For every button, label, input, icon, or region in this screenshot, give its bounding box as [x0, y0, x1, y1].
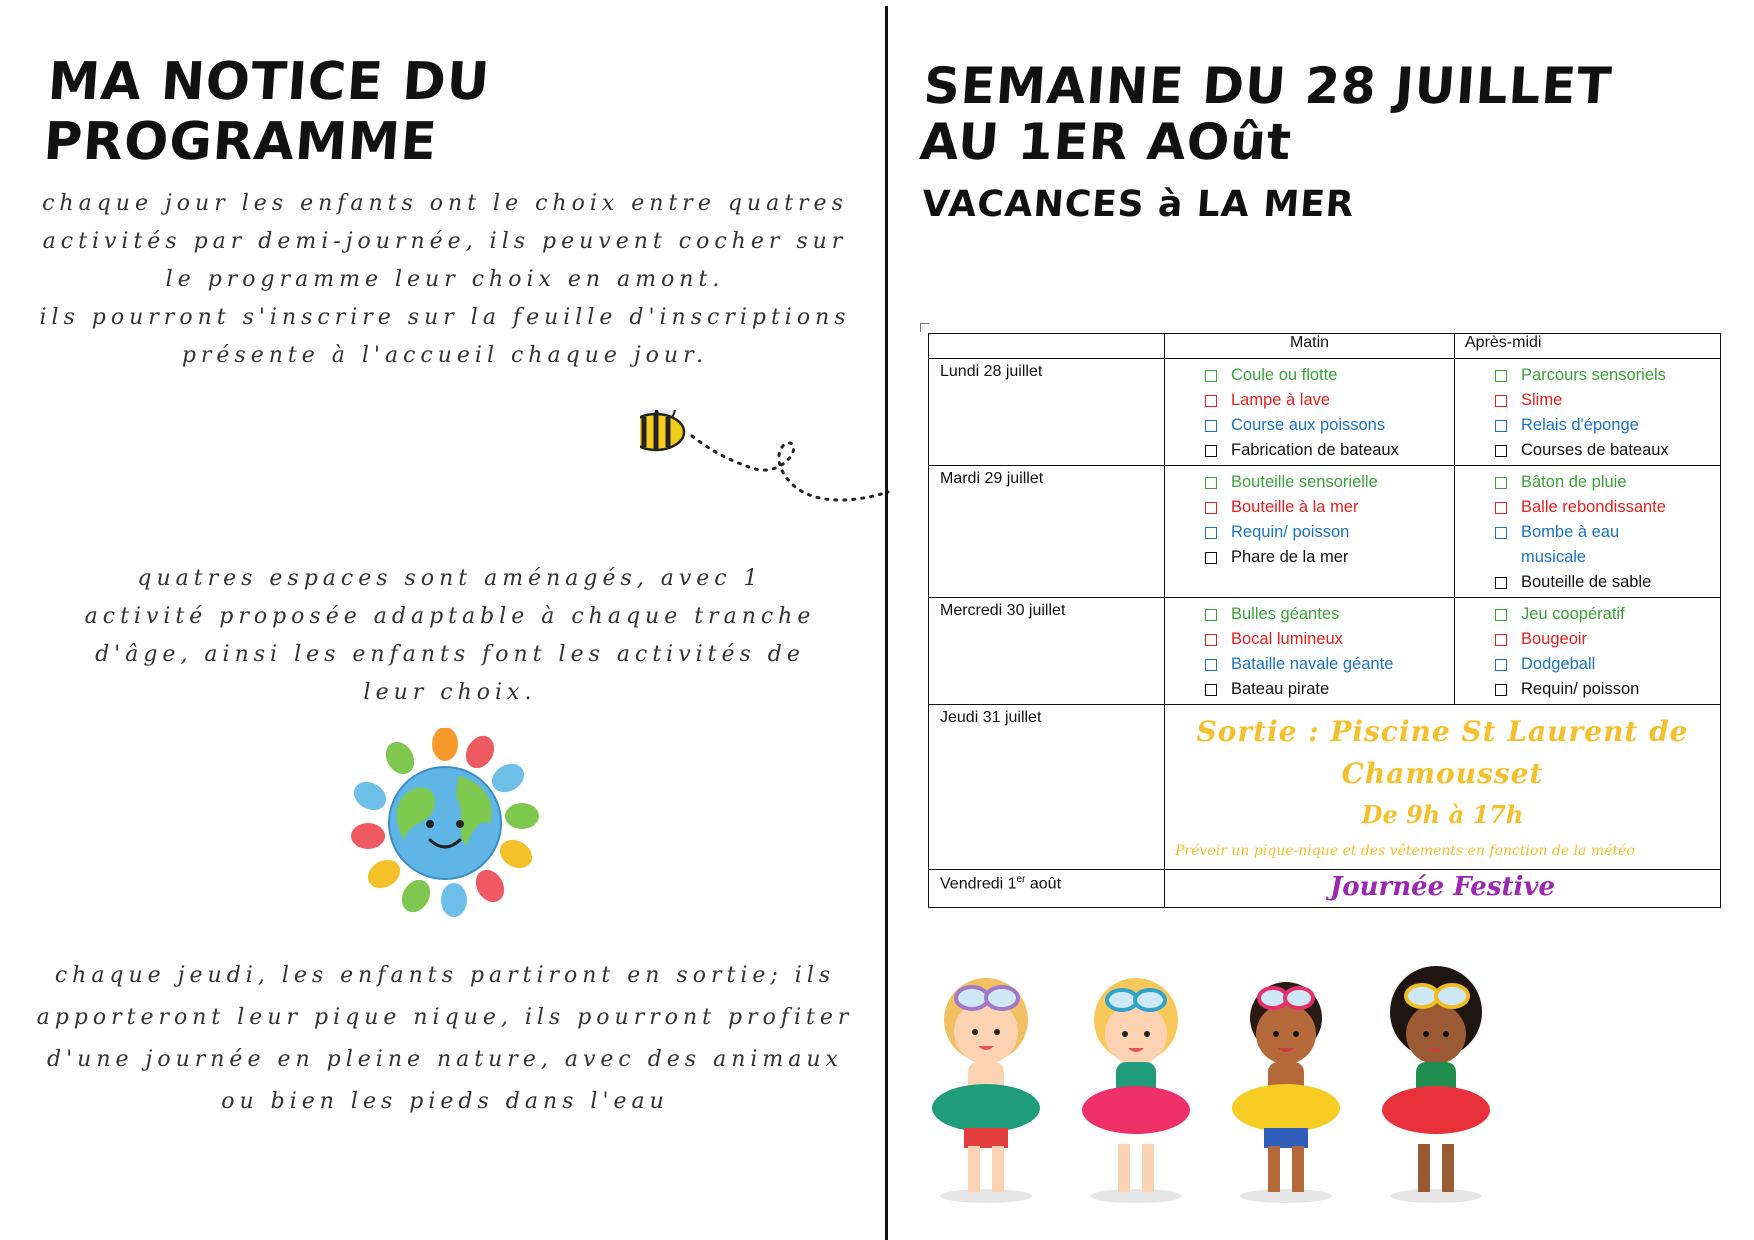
activity-label: Bocal lumineux	[1231, 630, 1343, 648]
activity-label: musicale	[1521, 548, 1587, 566]
activity-option[interactable]	[1205, 520, 1454, 545]
outing-cell	[1165, 705, 1721, 870]
activity-label: Balle rebondissante	[1521, 498, 1666, 516]
activity-label: Bataille navale géante	[1231, 655, 1394, 673]
header-afternoon: Après-midi	[1455, 334, 1721, 359]
paragraph-spaces-text: quatres espaces sont aménagés, avec 1 activité proposée adaptable à chaque tranche d'âge, ainsi les enfants font les activités de leur choix.	[84, 566, 816, 705]
paragraph-spaces	[80, 560, 820, 712]
activity-label: Lampe à lave	[1231, 391, 1331, 409]
right-panel	[888, 0, 1754, 1240]
paragraph-thursday-outing	[30, 955, 860, 1123]
afternoon-activities-cell	[1455, 598, 1721, 705]
globe-hands-icon	[350, 728, 540, 918]
afternoon-activity-list	[1455, 466, 1720, 597]
afternoon-activity-list	[1455, 359, 1720, 465]
checkbox-icon[interactable]	[1495, 445, 1507, 457]
activity-option[interactable]	[1495, 627, 1720, 652]
bee-icon	[640, 410, 890, 520]
morning-activities-cell	[1165, 359, 1455, 466]
morning-activities-cell	[1165, 598, 1455, 705]
checkbox-icon[interactable]	[1495, 634, 1507, 646]
afternoon-activity-list	[1455, 598, 1720, 704]
outing-title-line2: Chamousset	[1341, 757, 1544, 790]
activity-option[interactable]	[1495, 602, 1720, 627]
activity-label: Dodgeball	[1521, 655, 1596, 673]
checkbox-icon[interactable]	[1495, 395, 1507, 407]
morning-activity-list	[1165, 359, 1454, 465]
table-row-thursday	[929, 705, 1721, 870]
day-cell: Lundi 28 juillet	[929, 359, 1165, 466]
checkbox-icon[interactable]	[1495, 502, 1507, 514]
header-morning: Matin	[1165, 334, 1455, 359]
afternoon-activities-cell	[1455, 466, 1721, 598]
outing-title-line1: Sortie : Piscine St Laurent de	[1196, 715, 1689, 748]
table-row	[929, 466, 1721, 598]
activity-option[interactable]	[1205, 652, 1454, 677]
activity-option[interactable]	[1205, 495, 1454, 520]
activity-label: Jeu coopératif	[1521, 605, 1625, 623]
child-2	[1082, 978, 1190, 1203]
activity-label: Slime	[1521, 391, 1563, 409]
paragraph-daily-choice-text: chaque jour les enfants ont le choix entre quatres activités par demi-journée, ils peuvent cocher sur le programme leur choix en amont. ils pourront s'inscrire sur la feuille d'inscriptions présente à l'accueil chaque jour.	[39, 191, 851, 368]
activity-label: Coule ou flotte	[1231, 366, 1338, 384]
activity-label: Bouteille sensorielle	[1231, 473, 1378, 491]
activity-option[interactable]	[1495, 677, 1720, 702]
activity-option[interactable]	[1205, 388, 1454, 413]
table-row	[929, 359, 1721, 466]
activity-option[interactable]	[1205, 545, 1454, 570]
activity-option[interactable]	[1205, 677, 1454, 702]
activity-label: Requin/ poisson	[1231, 523, 1350, 541]
outing-note: Prévoir un pique-nique et des vêtements en fonction de la météo	[1175, 843, 1635, 859]
day-cell-thursday: Jeudi 31 juillet	[929, 705, 1165, 870]
header-day	[929, 334, 1165, 359]
notice-title: MA NOTICE DU PROGRAMME	[41, 52, 493, 172]
day-cell: Mardi 29 juillet	[929, 466, 1165, 598]
activity-option[interactable]	[1495, 520, 1720, 545]
checkbox-icon[interactable]	[1205, 609, 1217, 621]
checkbox-icon[interactable]	[1495, 684, 1507, 696]
day-friday-prefix: Vendredi 1	[940, 875, 1017, 893]
activity-label: Bougeoir	[1521, 630, 1588, 648]
day-friday-sup: er	[1016, 874, 1026, 885]
checkbox-icon[interactable]	[1495, 370, 1507, 382]
checkbox-icon[interactable]	[1495, 577, 1507, 589]
activity-option[interactable]	[1495, 363, 1720, 388]
activity-label: Relais d'éponge	[1521, 416, 1639, 434]
activity-option[interactable]	[1495, 545, 1720, 570]
table-anchor-mark	[920, 323, 929, 332]
activity-label: Bombe à eau	[1521, 523, 1620, 541]
activity-label: Bulles géantes	[1231, 605, 1340, 623]
activity-option[interactable]	[1205, 438, 1454, 463]
morning-activity-list	[1165, 598, 1454, 704]
activity-option[interactable]	[1205, 602, 1454, 627]
day-friday-suffix: août	[1025, 875, 1062, 893]
checkbox-icon[interactable]	[1205, 395, 1217, 407]
table-header-row	[929, 334, 1721, 359]
paragraph-thursday-outing-text: chaque jeudi, les enfants partiront en sortie; ils apporteront leur pique nique, ils pourront profiter d'une journée en pleine nature, avec des animaux ou bien les pieds dans l'eau	[36, 963, 854, 1114]
checkbox-icon[interactable]	[1205, 552, 1217, 564]
morning-activities-cell	[1165, 466, 1455, 598]
day-cell: Mercredi 30 juillet	[929, 598, 1165, 705]
activity-label: Bateau pirate	[1231, 680, 1330, 698]
week-title: SEMAINE DU 28 JUILLET AU 1ER AOût	[918, 57, 1614, 171]
activity-option[interactable]	[1205, 470, 1454, 495]
child-4	[1382, 966, 1490, 1203]
activity-option[interactable]	[1205, 413, 1454, 438]
activity-option[interactable]	[1495, 413, 1720, 438]
activity-label: Bouteille de sable	[1521, 573, 1652, 591]
checkbox-icon[interactable]	[1205, 420, 1217, 432]
child-3	[1232, 982, 1340, 1203]
checkbox-icon[interactable]	[1495, 609, 1507, 621]
table-row	[929, 598, 1721, 705]
activity-option[interactable]	[1495, 388, 1720, 413]
checkbox-icon[interactable]	[1205, 502, 1217, 514]
checkbox-icon[interactable]	[1205, 370, 1217, 382]
activity-option[interactable]	[1495, 495, 1720, 520]
festive-day: Journée Festive	[1165, 870, 1721, 908]
activity-label: Parcours sensoriels	[1521, 366, 1666, 384]
activity-label: Course aux poissons	[1231, 416, 1386, 434]
activity-label: Requin/ poisson	[1521, 680, 1640, 698]
checkbox-icon[interactable]	[1205, 634, 1217, 646]
checkbox-icon[interactable]	[1205, 659, 1217, 671]
theme-subtitle: VACANCES à LA MER	[920, 184, 1356, 225]
activity-option[interactable]	[1495, 570, 1720, 595]
day-cell-friday	[929, 870, 1165, 908]
outing-hours: De 9h à 17h	[1361, 800, 1524, 829]
checkbox-icon[interactable]	[1495, 659, 1507, 671]
activity-option[interactable]	[1495, 652, 1720, 677]
children-swim-rings-icon	[926, 958, 1546, 1208]
table-row-friday	[929, 870, 1721, 908]
activity-option[interactable]	[1495, 438, 1720, 463]
checkbox-icon[interactable]	[1205, 527, 1217, 539]
checkbox-icon[interactable]	[1495, 477, 1507, 489]
activity-rows	[929, 359, 1721, 705]
checkbox-icon[interactable]	[1205, 477, 1217, 489]
activity-label: Fabrication de bateaux	[1231, 441, 1399, 459]
activity-label: Phare de la mer	[1231, 548, 1349, 566]
checkbox-icon[interactable]	[1205, 684, 1217, 696]
morning-activity-list	[1165, 466, 1454, 572]
activity-option[interactable]	[1495, 470, 1720, 495]
activity-label: Bâton de pluie	[1521, 473, 1627, 491]
checkbox-icon[interactable]	[1495, 420, 1507, 432]
paragraph-daily-choice	[30, 185, 860, 375]
activity-option[interactable]	[1205, 363, 1454, 388]
checkbox-icon[interactable]	[1495, 527, 1507, 539]
activity-label: Bouteille à la mer	[1231, 498, 1359, 516]
program-table	[928, 333, 1721, 908]
checkbox-icon[interactable]	[1205, 445, 1217, 457]
program-table-wrap	[928, 333, 1720, 908]
child-1	[932, 978, 1040, 1203]
afternoon-activities-cell	[1455, 359, 1721, 466]
activity-option[interactable]	[1205, 627, 1454, 652]
activity-label: Courses de bateaux	[1521, 441, 1669, 459]
